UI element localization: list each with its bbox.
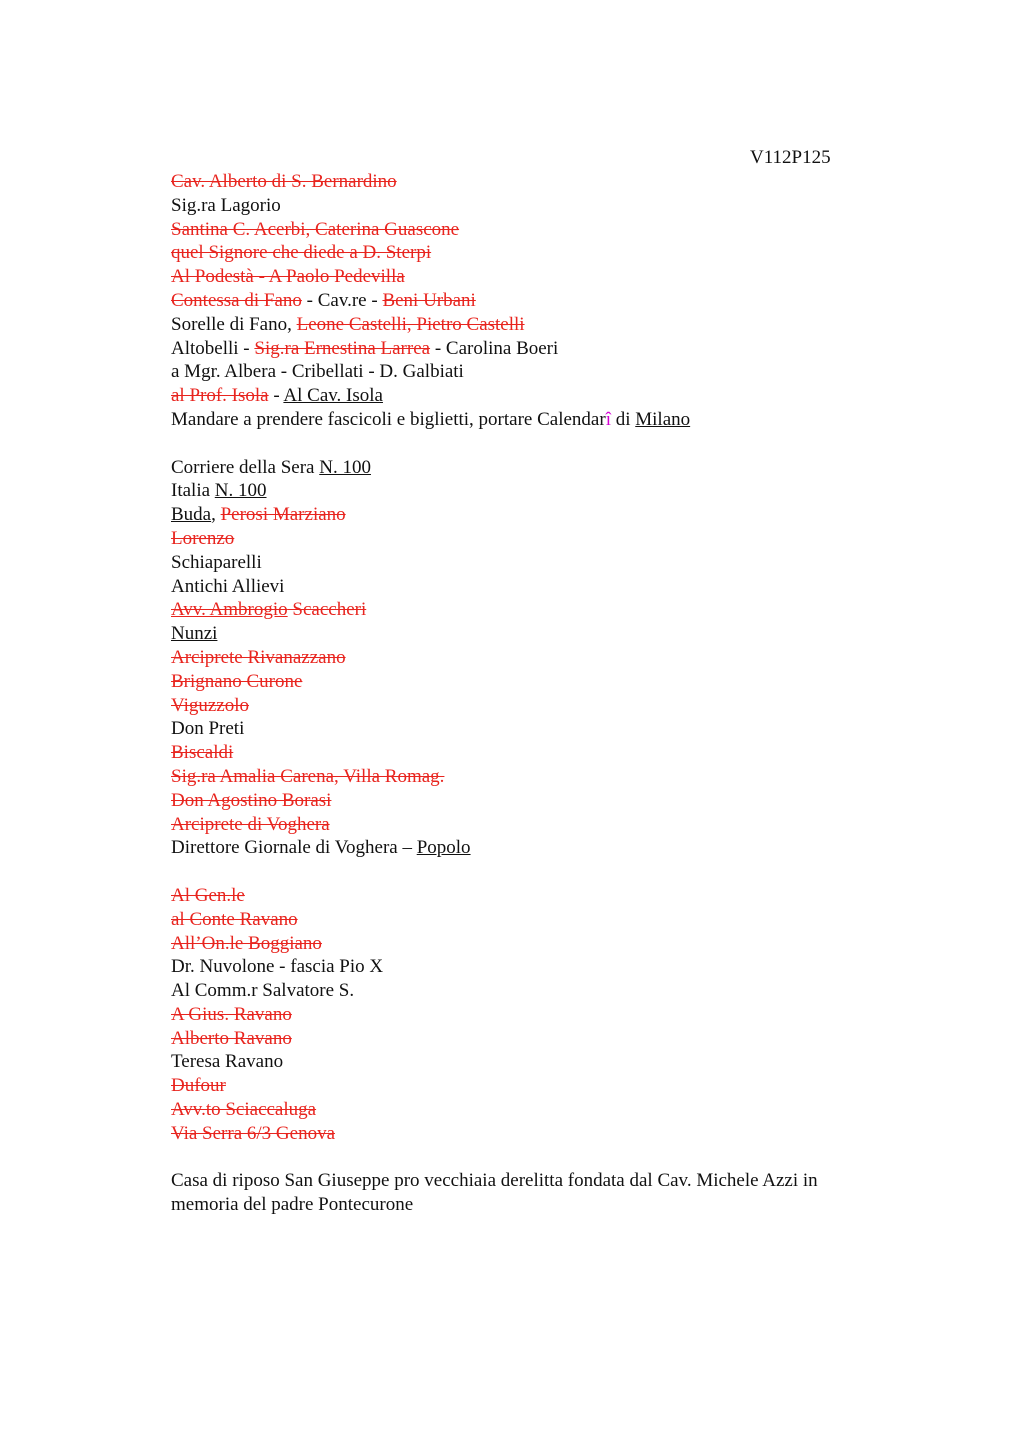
text-segment: , <box>211 504 221 526</box>
text-line <box>171 408 891 432</box>
text-line <box>171 551 891 575</box>
underlined-text: Al Cav. Isola <box>283 385 383 407</box>
deleted-text: Al Gen.le <box>171 884 245 906</box>
deleted-text: Cav. Alberto di S. Bernardino <box>171 171 397 192</box>
text-segment: Mandare a prendere fascicoli e biglietti, portare Calendar <box>171 408 606 430</box>
text-line <box>171 194 891 218</box>
text-line <box>171 789 891 813</box>
text-line <box>171 979 891 1003</box>
text-segment: Schiaparelli <box>171 551 262 573</box>
deleted-text: Avv. Ambrogio <box>171 599 288 621</box>
text-segment: di <box>610 408 636 430</box>
text-line <box>171 479 891 503</box>
deleted-text: Scaccheri <box>287 599 367 621</box>
text-line <box>171 813 891 837</box>
text-line <box>171 1027 891 1051</box>
blank-line <box>171 432 891 456</box>
text-line <box>171 384 891 408</box>
deleted-text: Al Podestà - A Paolo Pedevilla <box>171 266 405 288</box>
deleted-text: Brignano Curone <box>171 670 303 692</box>
text-segment: Sorelle di Fano, <box>171 313 297 335</box>
text-line <box>171 289 891 313</box>
deleted-text: Don Agostino Borasi <box>171 789 332 811</box>
highlighted-char: î <box>605 408 611 430</box>
name-list <box>171 170 891 1169</box>
underlined-text: Popolo <box>416 837 471 859</box>
text-line <box>171 932 891 956</box>
closing-paragraph: Casa di riposo San Giuseppe pro vecchiaia derelitta fondata dal Cav. Michele Azzi in memoria del padre Pontecurone <box>171 1170 818 1216</box>
deleted-text: Via Serra 6/3 Genova <box>171 1122 335 1144</box>
blank-line <box>171 1146 891 1170</box>
deleted-text: Alberto Ravano <box>171 1027 292 1049</box>
deleted-text: Dufour <box>171 1075 226 1097</box>
text-segment: - Cav.re - <box>301 289 383 311</box>
deleted-text: Biscaldi <box>171 742 234 764</box>
deleted-text: Leone Castelli, Pietro Castelli <box>296 313 525 335</box>
text-line <box>171 836 891 860</box>
text-line <box>171 670 891 694</box>
text-line <box>171 646 891 670</box>
page-code: V112P125 <box>750 147 831 168</box>
text-line <box>171 598 891 622</box>
deleted-text: Sig.ra Ernestina Larrea <box>254 337 431 359</box>
deleted-text: Arciprete di Voghera <box>171 813 330 835</box>
text-line <box>171 765 891 789</box>
text-segment: Altobelli - <box>171 337 255 359</box>
text-line <box>171 1003 891 1027</box>
text-segment: - <box>268 385 284 407</box>
text-line <box>171 218 891 242</box>
underlined-text: Buda <box>171 504 212 526</box>
text-line <box>171 622 891 646</box>
underlined-text: Milano <box>635 408 691 430</box>
text-line <box>171 1050 891 1074</box>
document-body <box>171 170 891 1217</box>
text-line <box>171 337 891 361</box>
text-line <box>171 241 891 265</box>
deleted-text: Perosi Marziano <box>220 504 346 526</box>
text-line <box>171 503 891 527</box>
text-line <box>171 265 891 289</box>
text-line <box>171 955 891 979</box>
text-segment: Don Preti <box>171 718 245 740</box>
underlined-text: Nunzi <box>171 623 218 645</box>
text-segment: Al Comm.r Salvatore S. <box>171 980 355 1002</box>
text-line <box>171 717 891 741</box>
text-line <box>171 456 891 480</box>
deleted-text: Sig.ra Amalia Carena, Villa Romag. <box>171 765 445 787</box>
text-line <box>171 884 891 908</box>
text-segment: Corriere della Sera <box>171 456 320 478</box>
deleted-text: Santina C. Acerbi, Caterina Guascone <box>171 218 460 240</box>
text-line <box>171 1098 891 1122</box>
text-segment: Antichi Allievi <box>171 575 285 597</box>
underlined-text: N. 100 <box>319 456 371 478</box>
deleted-text: al Conte Ravano <box>171 908 298 930</box>
deleted-text: Arciprete Rivanazzano <box>171 646 346 668</box>
text-line <box>171 908 891 932</box>
deleted-text: Avv.to Sciaccaluga <box>171 1099 317 1121</box>
text-segment: - Carolina Boeri <box>430 337 559 359</box>
blank-line <box>171 860 891 884</box>
text-line <box>171 360 891 384</box>
deleted-text: Lorenzo <box>171 527 235 549</box>
text-segment: Teresa Ravano <box>171 1051 284 1073</box>
text-segment: Sig.ra Lagorio <box>171 194 281 216</box>
text-segment: Dr. Nuvolone - fascia Pio X <box>171 956 384 978</box>
text-line <box>171 741 891 765</box>
text-segment: Italia <box>171 480 215 502</box>
deleted-text: A Gius. Ravano <box>171 1003 292 1025</box>
text-line <box>171 1122 891 1146</box>
text-segment: Direttore Giornale di Voghera – <box>171 837 417 859</box>
text-line <box>171 170 891 194</box>
text-segment: a Mgr. Albera - Cribellati - D. Galbiati <box>171 361 464 383</box>
text-line <box>171 694 891 718</box>
text-line <box>171 575 891 599</box>
text-line <box>171 1074 891 1098</box>
deleted-text: quel Signore che diede a D. Sterpi <box>171 242 432 264</box>
deleted-text: Contessa di Fano <box>171 289 302 311</box>
deleted-text: Viguzzolo <box>171 694 250 716</box>
deleted-text: All’On.le Boggiano <box>171 932 322 954</box>
underlined-text: N. 100 <box>214 480 267 502</box>
deleted-text: al Prof. Isola <box>171 385 269 407</box>
deleted-text: Beni Urbani <box>382 289 476 311</box>
text-line <box>171 527 891 551</box>
text-line <box>171 313 891 337</box>
